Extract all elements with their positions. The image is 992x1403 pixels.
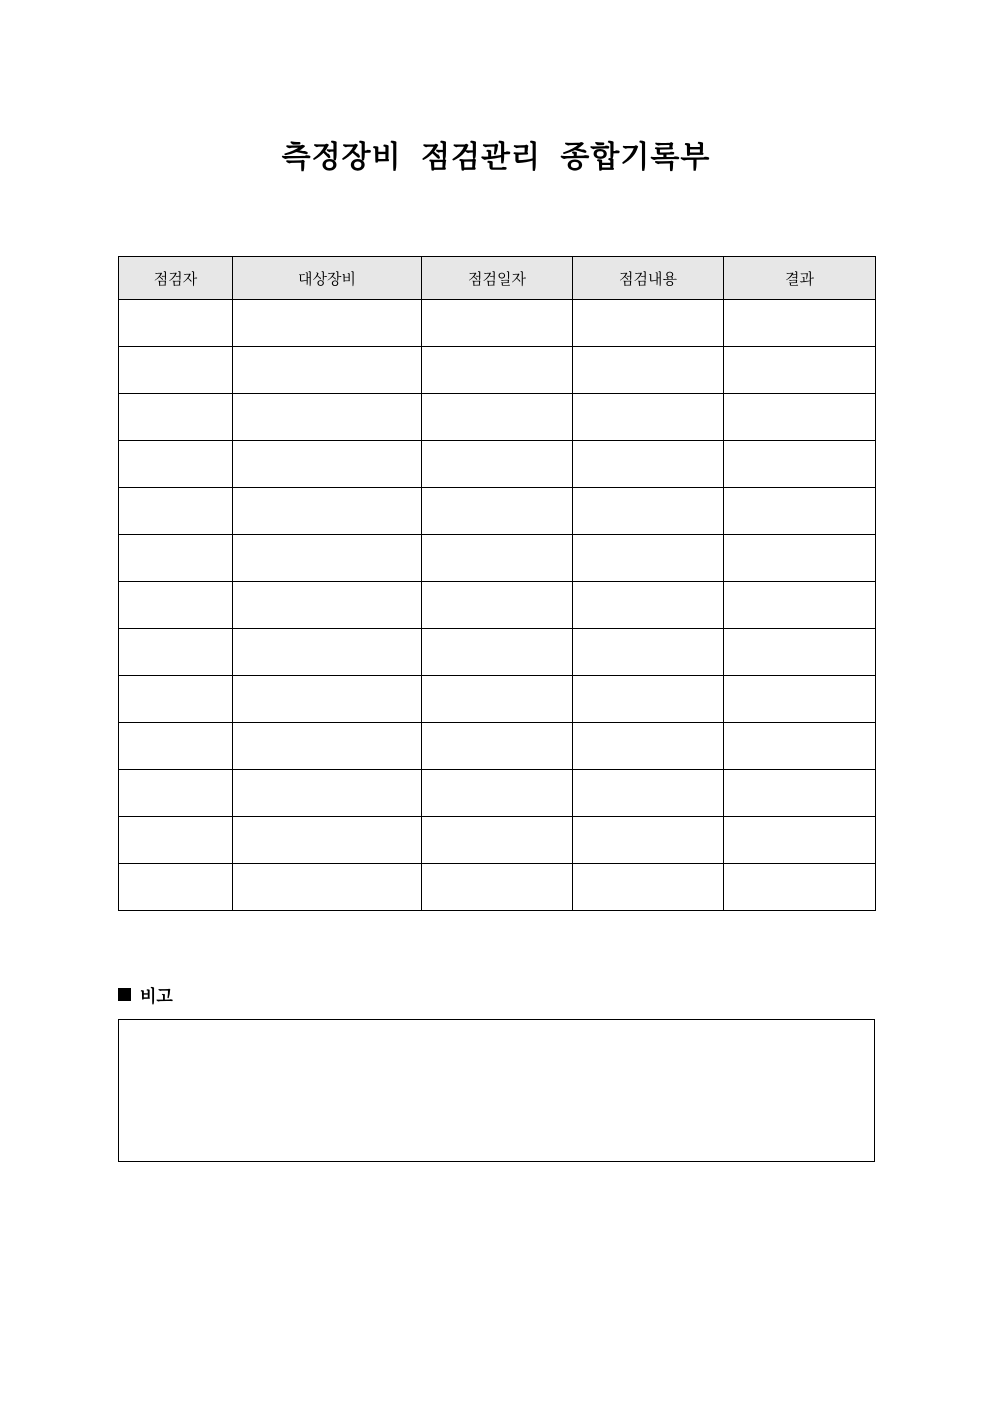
content-cell[interactable] bbox=[573, 629, 724, 676]
content-cell[interactable] bbox=[573, 817, 724, 864]
table-row bbox=[119, 488, 876, 535]
content-cell[interactable] bbox=[573, 582, 724, 629]
content-cell[interactable] bbox=[573, 535, 724, 582]
result-cell[interactable] bbox=[724, 582, 876, 629]
result-cell[interactable] bbox=[724, 441, 876, 488]
table-row bbox=[119, 535, 876, 582]
result-cell[interactable] bbox=[724, 676, 876, 723]
black-square-icon bbox=[118, 988, 131, 1001]
table-body bbox=[119, 300, 876, 911]
inspector-cell[interactable] bbox=[119, 770, 233, 817]
date-cell[interactable] bbox=[422, 676, 573, 723]
table-row bbox=[119, 864, 876, 911]
table-row bbox=[119, 394, 876, 441]
table-row bbox=[119, 441, 876, 488]
date-cell[interactable] bbox=[422, 629, 573, 676]
content-cell[interactable] bbox=[573, 676, 724, 723]
equipment-cell[interactable] bbox=[233, 864, 422, 911]
table-row bbox=[119, 300, 876, 347]
equipment-cell[interactable] bbox=[233, 535, 422, 582]
result-cell[interactable] bbox=[724, 629, 876, 676]
header-inspection-date: 점검일자 bbox=[422, 257, 573, 300]
equipment-cell[interactable] bbox=[233, 723, 422, 770]
equipment-cell[interactable] bbox=[233, 488, 422, 535]
table-row bbox=[119, 723, 876, 770]
inspection-log-table bbox=[118, 256, 876, 911]
equipment-cell[interactable] bbox=[233, 394, 422, 441]
inspector-cell[interactable] bbox=[119, 535, 233, 582]
content-cell[interactable] bbox=[573, 723, 724, 770]
table-row bbox=[119, 770, 876, 817]
date-cell[interactable] bbox=[422, 770, 573, 817]
remarks-box[interactable] bbox=[118, 1019, 875, 1162]
inspector-cell[interactable] bbox=[119, 629, 233, 676]
result-cell[interactable] bbox=[724, 347, 876, 394]
content-cell[interactable] bbox=[573, 770, 724, 817]
inspector-cell[interactable] bbox=[119, 864, 233, 911]
equipment-cell[interactable] bbox=[233, 300, 422, 347]
date-cell[interactable] bbox=[422, 394, 573, 441]
date-cell[interactable] bbox=[422, 535, 573, 582]
result-cell[interactable] bbox=[724, 770, 876, 817]
result-cell[interactable] bbox=[724, 300, 876, 347]
equipment-cell[interactable] bbox=[233, 676, 422, 723]
inspector-cell[interactable] bbox=[119, 394, 233, 441]
content-cell[interactable] bbox=[573, 441, 724, 488]
inspector-cell[interactable] bbox=[119, 488, 233, 535]
header-inspection-content: 점검내용 bbox=[573, 257, 724, 300]
document-title: 측정장비 점검관리 종합기록부 bbox=[281, 140, 711, 175]
equipment-cell[interactable] bbox=[233, 441, 422, 488]
table-header-row bbox=[119, 257, 876, 300]
result-cell[interactable] bbox=[724, 817, 876, 864]
table-row bbox=[119, 629, 876, 676]
date-cell[interactable] bbox=[422, 347, 573, 394]
table-row bbox=[119, 817, 876, 864]
equipment-cell[interactable] bbox=[233, 347, 422, 394]
result-cell[interactable] bbox=[724, 394, 876, 441]
date-cell[interactable] bbox=[422, 488, 573, 535]
table-row bbox=[119, 582, 876, 629]
header-result: 결과 bbox=[724, 257, 876, 300]
inspector-cell[interactable] bbox=[119, 347, 233, 394]
date-cell[interactable] bbox=[422, 582, 573, 629]
equipment-cell[interactable] bbox=[233, 770, 422, 817]
result-cell[interactable] bbox=[724, 723, 876, 770]
inspector-cell[interactable] bbox=[119, 582, 233, 629]
content-cell[interactable] bbox=[573, 864, 724, 911]
content-cell[interactable] bbox=[573, 394, 724, 441]
inspector-cell[interactable] bbox=[119, 441, 233, 488]
content-cell[interactable] bbox=[573, 300, 724, 347]
equipment-cell[interactable] bbox=[233, 629, 422, 676]
header-target-equipment: 대상장비 bbox=[233, 257, 422, 300]
remarks-heading bbox=[118, 982, 173, 1007]
date-cell[interactable] bbox=[422, 300, 573, 347]
equipment-cell[interactable] bbox=[233, 817, 422, 864]
equipment-cell[interactable] bbox=[233, 582, 422, 629]
date-cell[interactable] bbox=[422, 723, 573, 770]
remarks-label: 비고 bbox=[140, 987, 173, 1007]
result-cell[interactable] bbox=[724, 488, 876, 535]
header-inspector: 점검자 bbox=[119, 257, 233, 300]
content-cell[interactable] bbox=[573, 347, 724, 394]
date-cell[interactable] bbox=[422, 817, 573, 864]
table-row bbox=[119, 347, 876, 394]
content-cell[interactable] bbox=[573, 488, 724, 535]
inspector-cell[interactable] bbox=[119, 300, 233, 347]
date-cell[interactable] bbox=[422, 864, 573, 911]
result-cell[interactable] bbox=[724, 864, 876, 911]
inspector-cell[interactable] bbox=[119, 817, 233, 864]
table-row bbox=[119, 676, 876, 723]
inspector-cell[interactable] bbox=[119, 723, 233, 770]
result-cell[interactable] bbox=[724, 535, 876, 582]
date-cell[interactable] bbox=[422, 441, 573, 488]
inspector-cell[interactable] bbox=[119, 676, 233, 723]
